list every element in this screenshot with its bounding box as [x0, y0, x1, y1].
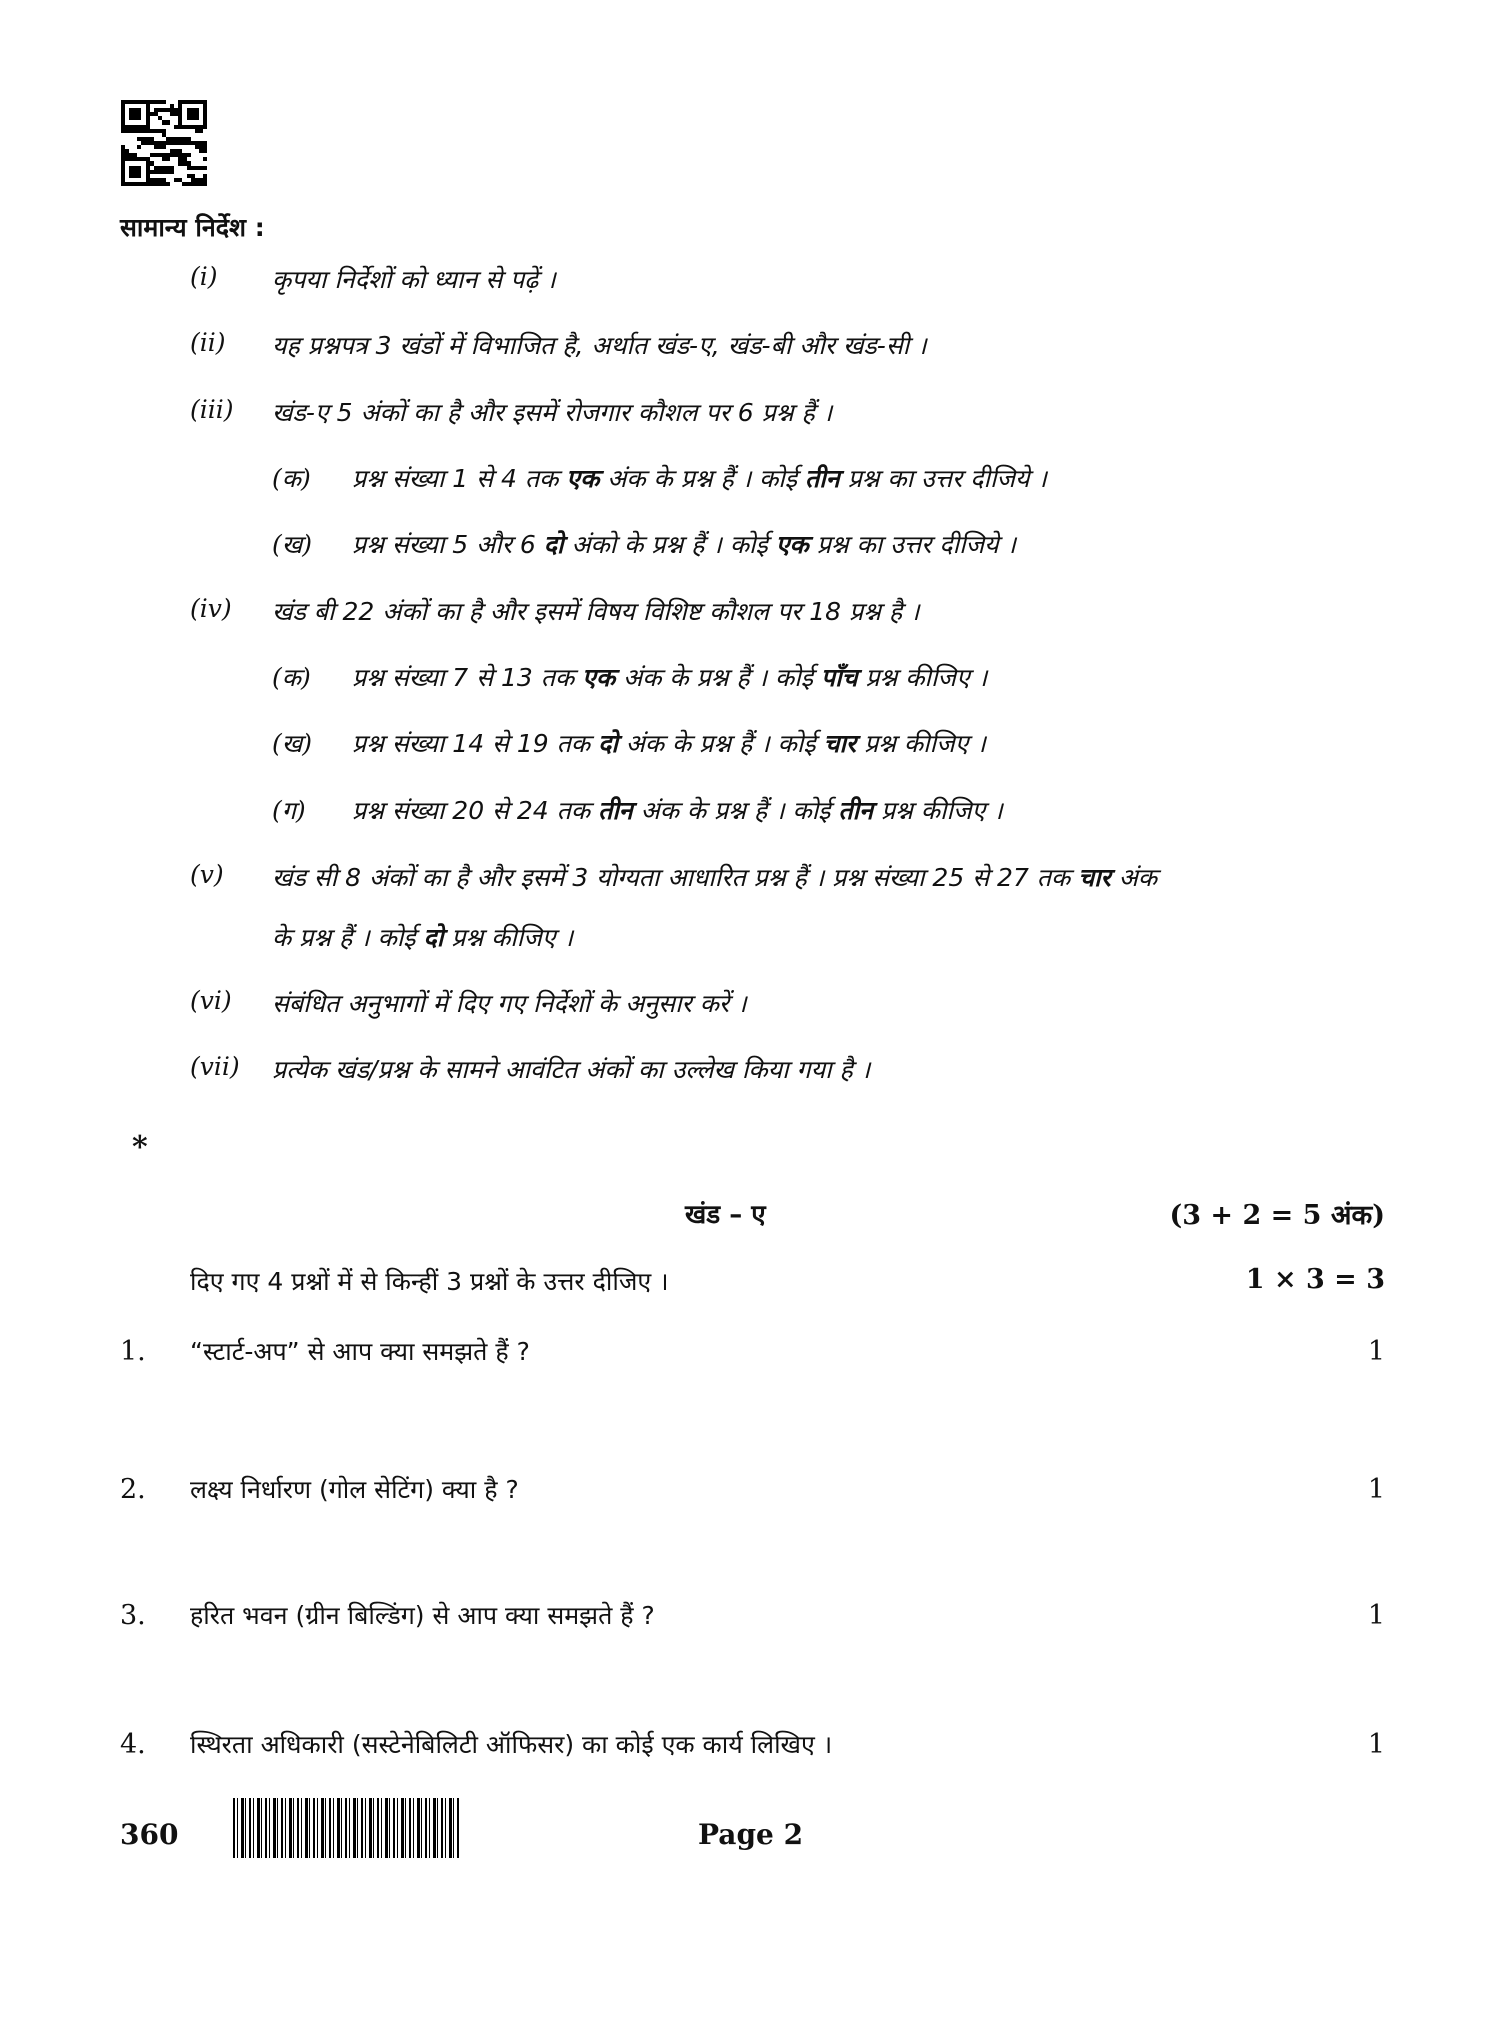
- question-4: [120, 1727, 1385, 1761]
- barcode-icon: [233, 1798, 459, 1858]
- instruction-number: (iv): [190, 594, 232, 623]
- instruction-number: (ii): [190, 328, 226, 357]
- question-number: 2.: [120, 1474, 146, 1505]
- paper-code: 360: [120, 1818, 179, 1851]
- instruction-iv: [190, 594, 920, 628]
- question-2: [120, 1472, 1385, 1506]
- instruction-v-continued: के प्रश्न हैं । कोई दो प्रश्न कीजिए ।: [272, 923, 574, 952]
- question-number: 1.: [120, 1336, 146, 1367]
- instruction-vi: [190, 986, 747, 1020]
- instruction-iv-kha: [272, 726, 986, 760]
- general-instructions-title: सामान्य निर्देश :: [120, 213, 265, 242]
- instruction-text: संबंधित अनुभागों में दिए गए निर्देशों के अनुसार करें ।: [272, 989, 747, 1018]
- instruction-v: [190, 860, 1157, 894]
- instruction-text: प्रश्न संख्या 20 से 24 तक तीन अंक के प्रश्न हैं । कोई तीन प्रश्न कीजिए ।: [352, 796, 1003, 825]
- question-marks: 1: [1367, 1600, 1385, 1631]
- instruction-number: (v): [190, 860, 224, 889]
- section-marks-calculation: 1 × 3 = 3: [1245, 1264, 1385, 1295]
- instruction-text: खंड सी 8 अंकों का है और इसमें 3 योग्यता आधारित प्रश्न हैं । प्रश्न संख्या 25 से 27 तक चार अंक: [272, 863, 1158, 892]
- instruction-text: प्रश्न संख्या 14 से 19 तक दो अंक के प्रश्न हैं । कोई चार प्रश्न कीजिए ।: [352, 729, 986, 758]
- instruction-text: यह प्रश्नपत्र 3 खंडों में विभाजित है, अर्थात खंड-ए, खंड-बी और खंड-सी ।: [272, 331, 927, 360]
- instruction-text: प्रश्न संख्या 5 और 6 दो अंको के प्रश्न हैं । कोई एक प्रश्न का उत्तर दीजिये ।: [352, 530, 1017, 559]
- instruction-vii: [190, 1052, 870, 1086]
- instruction-text: खंड-ए 5 अंकों का है और इसमें रोजगार कौशल पर 6 प्रश्न हैं ।: [272, 398, 833, 427]
- instruction-number: (ख): [272, 729, 312, 758]
- instruction-iii-ka: [272, 461, 1047, 495]
- instruction-number: (क): [272, 663, 311, 692]
- instruction-text: खंड बी 22 अंकों का है और इसमें विषय विशिष्ट कौशल पर 18 प्रश्न है ।: [272, 597, 920, 626]
- question-3: [120, 1598, 1385, 1632]
- instruction-number: (iii): [190, 395, 234, 424]
- instruction-ii: [190, 328, 927, 362]
- instruction-number: (i): [190, 262, 218, 291]
- question-text: स्थिरता अधिकारी (सस्टेनेबिलिटी ऑफिसर) का कोई एक कार्य लिखिए ।: [190, 1730, 833, 1759]
- asterisk-icon: *: [132, 1130, 148, 1165]
- question-marks: 1: [1367, 1729, 1385, 1760]
- instruction-iv-ga: [272, 793, 1003, 827]
- instruction-i: [190, 262, 556, 296]
- instruction-text: प्रत्येक खंड/प्रश्न के सामने आवंटित अंकों का उल्लेख किया गया है ।: [272, 1055, 871, 1084]
- instruction-text: कृपया निर्देशों को ध्यान से पढ़ें ।: [272, 265, 556, 294]
- section-marks: (3 + 2 = 5 अंक): [1169, 1200, 1385, 1231]
- instruction-number: (ख): [272, 530, 312, 559]
- page-number: Page 2: [698, 1818, 804, 1851]
- qr-code-icon: [121, 100, 207, 186]
- question-text: “स्टार्ट-अप” से आप क्या समझते हैं ?: [190, 1337, 530, 1366]
- instruction-number: (ग): [272, 796, 306, 825]
- instruction-text: प्रश्न संख्या 1 से 4 तक एक अंक के प्रश्न हैं । कोई तीन प्रश्न का उत्तर दीजिये ।: [352, 464, 1047, 493]
- instruction-number: (क): [272, 464, 311, 493]
- question-number: 4.: [120, 1729, 146, 1760]
- section-instruction: दिए गए 4 प्रश्नों में से किन्हीं 3 प्रश्नों के उत्तर दीजिए ।: [190, 1267, 669, 1296]
- instruction-text: प्रश्न संख्या 7 से 13 तक एक अंक के प्रश्न हैं । कोई पाँच प्रश्न कीजिए ।: [352, 663, 988, 692]
- instruction-number: (vii): [190, 1052, 240, 1081]
- instruction-iii-kha: [272, 527, 1016, 561]
- question-marks: 1: [1367, 1336, 1385, 1367]
- question-1: [120, 1334, 1385, 1368]
- instruction-iii: [190, 395, 832, 429]
- question-number: 3.: [120, 1600, 146, 1631]
- question-marks: 1: [1367, 1474, 1385, 1505]
- instruction-iv-ka: [272, 660, 987, 694]
- question-text: हरित भवन (ग्रीन बिल्डिंग) से आप क्या समझते हैं ?: [190, 1601, 655, 1630]
- question-text: लक्ष्य निर्धारण (गोल सेटिंग) क्या है ?: [190, 1475, 519, 1504]
- instruction-number: (vi): [190, 986, 232, 1015]
- section-title: खंड – ए: [685, 1200, 766, 1230]
